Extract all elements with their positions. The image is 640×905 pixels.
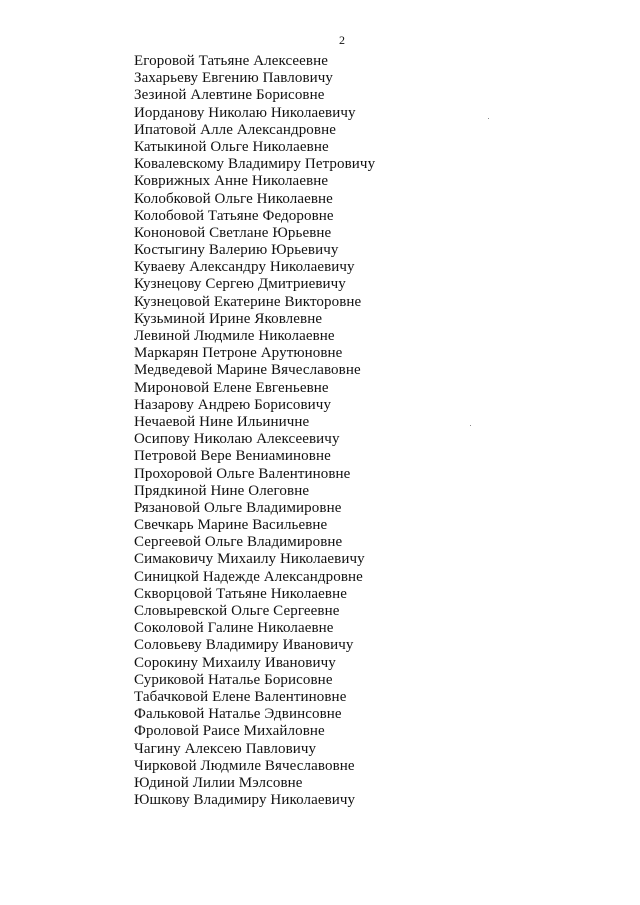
list-item: Чирковой Людмиле Вячеславовне [134, 757, 355, 774]
name-list [134, 53, 375, 809]
list-item: Фальковой Наталье Эдвинсовне [134, 706, 342, 723]
list-item: Симаковичу Михаилу Николаевичу [134, 551, 365, 568]
list-item: Скворцовой Татьяне Николаевне [134, 585, 348, 602]
list-item: Назарову Андрею Борисовичу [134, 396, 332, 413]
list-item: Куваеву Александру Николаевичу [134, 259, 355, 276]
scan-speck [470, 425, 471, 426]
list-item: Ипатовой Алле Александровне [134, 121, 336, 138]
scan-speck [488, 118, 489, 119]
list-item: Катыкиной Ольге Николаевне [134, 138, 329, 155]
list-item: Кононовой Светлане Юрьевне [134, 224, 332, 241]
list-item: Сергеевой Ольге Владимировне [134, 534, 343, 551]
list-item: Маркарян Петроне Арутюновне [134, 345, 343, 362]
list-item: Петровой Вере Вениаминовне [134, 448, 331, 465]
list-item: Синицкой Надежде Александровне [134, 568, 363, 585]
list-item: Мироновой Елене Евгеньевне [134, 379, 329, 396]
list-item: Прядкиной Нине Олеговне [134, 482, 310, 499]
list-item: Левиной Людмиле Николаевне [134, 328, 335, 344]
list-item: Медведевой Марине Вячеславовне [134, 362, 361, 379]
list-item: Словыревской Ольге Сергеевне [134, 603, 340, 619]
list-item: Егоровой Татьяне Алексеевне [134, 53, 329, 69]
list-item: Соловьеву Владимиру Ивановичу [134, 637, 354, 654]
list-item: Суриковой Наталье Борисовне [134, 671, 333, 688]
list-item: Прохоровой Ольге Валентиновне [134, 465, 351, 482]
list-item: Зезиной Алевтине Борисовне [134, 87, 325, 104]
list-item: Кузьминой Ирине Яковлевне [134, 310, 323, 327]
list-item: Юшкову Владимиру Николаевичу [134, 792, 356, 809]
list-item: Кузнецову Сергею Дмитриевичу [134, 276, 346, 293]
list-item: Колобковой Ольге Николаевне [134, 190, 333, 207]
list-item: Захарьеву Евгению Павловичу [134, 70, 334, 87]
list-item: Нечаевой Нине Ильиничне [134, 413, 310, 430]
list-item: Фроловой Раисе Михайловне [134, 723, 325, 740]
list-item: Кузнецовой Екатерине Викторовне [134, 293, 362, 310]
list-item: Коврижных Анне Николаевне [134, 173, 329, 190]
list-item: Осипову Николаю Алексеевичу [134, 431, 340, 448]
list-item: Рязановой Ольге Владимировне [134, 499, 342, 516]
list-item: Юдиной Лилии Мэлсовне [134, 774, 303, 791]
page-number: 2 [339, 33, 345, 47]
list-item: Сорокину Михаилу Ивановичу [134, 654, 336, 671]
list-item: Ковалевскому Владимиру Петровичу [134, 156, 376, 173]
list-item: Табачковой Елене Валентиновне [134, 688, 347, 705]
list-item: Чагину Алексею Павловичу [134, 740, 317, 757]
list-item: Свечкарь Марине Васильевне [134, 517, 328, 534]
list-item: Соколовой Галине Николаевне [134, 620, 334, 637]
list-item: Колобовой Татьяне Федоровне [134, 207, 334, 224]
list-item: Иорданову Николаю Николаевичу [134, 104, 356, 121]
list-item: Костыгину Валерию Юрьевичу [134, 242, 339, 259]
